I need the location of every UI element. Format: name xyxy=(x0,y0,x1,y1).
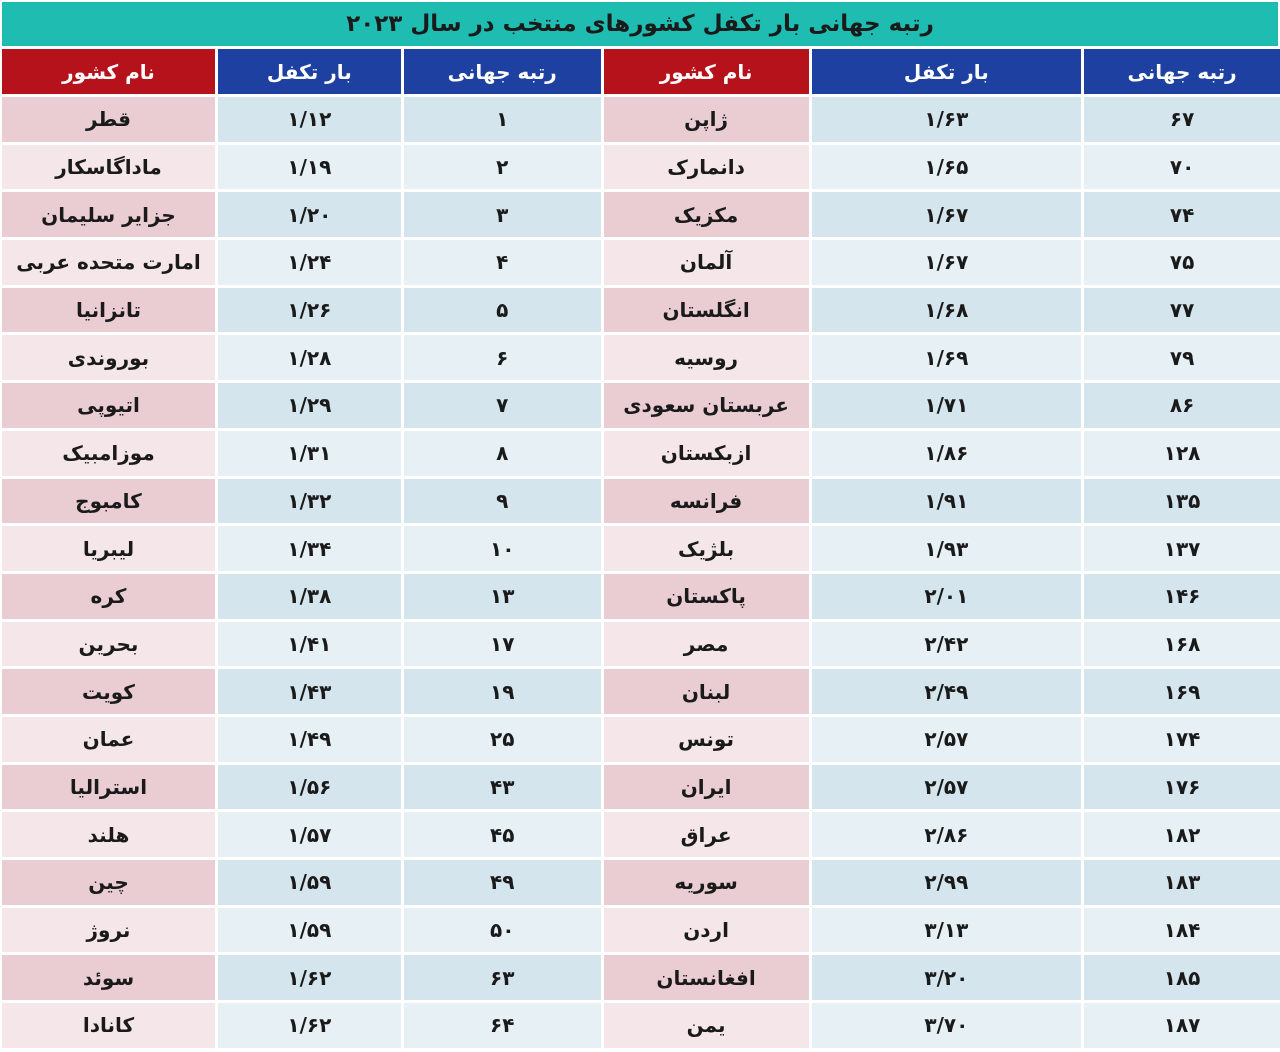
country-cell: استرالیا xyxy=(2,765,215,810)
country-cell: موزامبیک xyxy=(2,431,215,476)
burden-cell xyxy=(218,335,401,380)
country-cell: مصر xyxy=(604,622,809,667)
burden-cell-value: ۱/۹۳ xyxy=(924,536,969,561)
burden-cell-value: ۱/۷۱ xyxy=(924,393,969,418)
burden-cell xyxy=(812,812,1082,857)
rank-cell xyxy=(1084,765,1280,810)
burden-cell xyxy=(218,383,401,428)
country-cell: انگلستان xyxy=(604,288,809,333)
country-cell: پاکستان xyxy=(604,574,809,619)
burden-cell xyxy=(812,717,1082,762)
table-row xyxy=(2,765,1280,810)
country-cell: روسیه xyxy=(604,335,809,380)
burden-cell-value: ۱/۵۹ xyxy=(287,918,332,943)
burden-cell-value: ۱/۲۰ xyxy=(287,202,332,227)
burden-cell xyxy=(218,574,401,619)
burden-cell xyxy=(218,860,401,905)
burden-cell xyxy=(812,669,1082,714)
rank-cell-value: ۴۹ xyxy=(489,870,515,895)
burden-cell xyxy=(218,765,401,810)
burden-cell xyxy=(812,622,1082,667)
country-cell: آلمان xyxy=(604,240,809,285)
burden-cell xyxy=(812,1003,1082,1048)
rank-cell xyxy=(404,383,601,428)
rank-cell-value: ۱۸۷ xyxy=(1163,1013,1201,1038)
rank-cell xyxy=(1084,335,1280,380)
country-cell: افغانستان xyxy=(604,955,809,1000)
burden-cell xyxy=(812,192,1082,237)
table-row xyxy=(2,335,1280,380)
rank-cell-value: ۱۸۵ xyxy=(1163,965,1201,990)
table-row xyxy=(2,1003,1280,1048)
rank-cell xyxy=(404,622,601,667)
burden-cell-value: ۱/۶۸ xyxy=(924,298,969,323)
country-cell: اردن xyxy=(604,908,809,953)
country-cell: عراق xyxy=(604,812,809,857)
table-row xyxy=(2,383,1280,428)
rank-cell xyxy=(1084,192,1280,237)
burden-cell-value: ۳/۷۰ xyxy=(924,1013,969,1038)
burden-cell xyxy=(218,288,401,333)
country-cell: چین xyxy=(2,860,215,905)
burden-cell-value: ۱/۴۹ xyxy=(287,727,332,752)
burden-cell-value: ۲/۵۷ xyxy=(924,727,969,752)
rank-cell xyxy=(1084,1003,1280,1048)
country-cell: بحرین xyxy=(2,622,215,667)
ranking-table xyxy=(0,46,1280,1051)
burden-cell-value: ۱/۳۲ xyxy=(287,488,332,513)
country-cell: قطر xyxy=(2,97,215,142)
rank-cell-value: ۵۰ xyxy=(489,918,515,943)
table-row xyxy=(2,145,1280,190)
burden-cell-value: ۱/۲۸ xyxy=(287,345,332,370)
rank-cell xyxy=(1084,622,1280,667)
burden-cell-value: ۲/۴۹ xyxy=(924,679,969,704)
country-cell: بوروندی xyxy=(2,335,215,380)
rank-cell xyxy=(404,1003,601,1048)
rank-cell xyxy=(404,97,601,142)
rank-cell xyxy=(1084,574,1280,619)
table-row xyxy=(2,860,1280,905)
rank-cell-value: ۱۸۲ xyxy=(1163,822,1201,847)
country-cell: لبنان xyxy=(604,669,809,714)
rank-cell xyxy=(404,812,601,857)
country-cell: لیبریا xyxy=(2,526,215,571)
rank-cell-value: ۶۷ xyxy=(1169,107,1195,132)
rank-cell-value: ۵ xyxy=(496,298,509,323)
header-row xyxy=(2,49,1280,94)
rank-cell xyxy=(1084,145,1280,190)
country-cell: عمان xyxy=(2,717,215,762)
burden-cell xyxy=(812,908,1082,953)
burden-cell xyxy=(218,479,401,524)
header-burden-left: بار تکفل xyxy=(218,49,401,94)
rank-cell xyxy=(404,574,601,619)
rank-cell-value: ۷۴ xyxy=(1169,202,1195,227)
country-cell: تانزانیا xyxy=(2,288,215,333)
burden-cell-value: ۱/۶۲ xyxy=(287,965,332,990)
rank-cell xyxy=(1084,860,1280,905)
country-cell: کره xyxy=(2,574,215,619)
country-cell: امارت متحده عربی xyxy=(2,240,215,285)
rank-cell xyxy=(404,669,601,714)
country-cell: سوئد xyxy=(2,955,215,1000)
table-row xyxy=(2,431,1280,476)
burden-cell-value: ۱/۶۳ xyxy=(924,107,969,132)
rank-cell xyxy=(404,431,601,476)
rank-cell xyxy=(404,955,601,1000)
rank-cell-value: ۱۳۵ xyxy=(1163,488,1201,513)
burden-cell-value: ۱/۴۳ xyxy=(287,679,332,704)
burden-cell xyxy=(812,860,1082,905)
burden-cell-value: ۱/۶۷ xyxy=(924,250,969,275)
burden-cell xyxy=(218,240,401,285)
rank-cell xyxy=(404,765,601,810)
table-row xyxy=(2,812,1280,857)
table-row xyxy=(2,717,1280,762)
rank-cell xyxy=(1084,431,1280,476)
rank-cell xyxy=(1084,383,1280,428)
burden-cell xyxy=(812,574,1082,619)
rank-cell xyxy=(1084,908,1280,953)
rank-cell-value: ۱ xyxy=(496,107,509,132)
burden-cell xyxy=(812,145,1082,190)
table-row xyxy=(2,479,1280,524)
rank-cell xyxy=(404,192,601,237)
rank-cell-value: ۷۵ xyxy=(1169,250,1195,275)
burden-cell-value: ۱/۸۶ xyxy=(924,441,969,466)
rank-cell xyxy=(1084,526,1280,571)
rank-cell-value: ۱۷ xyxy=(489,631,515,656)
burden-cell-value: ۱/۵۶ xyxy=(287,774,332,799)
country-cell: ژاپن xyxy=(604,97,809,142)
rank-cell-value: ۴۵ xyxy=(489,822,515,847)
rank-cell xyxy=(404,240,601,285)
burden-cell-value: ۱/۵۷ xyxy=(287,822,332,847)
country-cell: مکزیک xyxy=(604,192,809,237)
rank-cell xyxy=(1084,955,1280,1000)
rank-cell xyxy=(404,860,601,905)
country-cell: هلند xyxy=(2,812,215,857)
table-row xyxy=(2,574,1280,619)
rank-cell xyxy=(404,717,601,762)
rank-cell-value: ۱۸۳ xyxy=(1163,870,1201,895)
rank-cell-value: ۱۰ xyxy=(489,536,515,561)
header-rank-right: رتبه جهانی xyxy=(1084,49,1280,94)
burden-cell xyxy=(218,192,401,237)
rank-cell-value: ۱۲۸ xyxy=(1163,441,1201,466)
rank-cell-value: ۱۳ xyxy=(489,584,515,609)
rank-cell-value: ۳ xyxy=(496,202,509,227)
header-burden-right: بار تکفل xyxy=(812,49,1082,94)
burden-cell-value: ۱/۶۹ xyxy=(924,345,969,370)
rank-cell-value: ۴ xyxy=(496,250,509,275)
country-cell: نروژ xyxy=(2,908,215,953)
header-country-right: نام کشور xyxy=(604,49,809,94)
burden-cell xyxy=(218,812,401,857)
rank-cell-value: ۱۷۶ xyxy=(1163,774,1201,799)
burden-cell xyxy=(812,765,1082,810)
burden-cell xyxy=(812,335,1082,380)
rank-cell-value: ۲ xyxy=(496,155,509,180)
country-cell: ماداگاسکار xyxy=(2,145,215,190)
rank-cell-value: ۶۴ xyxy=(489,1013,515,1038)
rank-cell-value: ۱۸۴ xyxy=(1163,918,1201,943)
table-row xyxy=(2,97,1280,142)
rank-cell-value: ۶۳ xyxy=(489,965,515,990)
table-row xyxy=(2,622,1280,667)
rank-cell xyxy=(404,288,601,333)
burden-cell xyxy=(218,669,401,714)
burden-cell-value: ۱/۵۹ xyxy=(287,870,332,895)
burden-cell-value: ۱/۶۵ xyxy=(924,155,969,180)
rank-cell-value: ۱۶۹ xyxy=(1163,679,1201,704)
header-country-left: نام کشور xyxy=(2,49,215,94)
rank-cell xyxy=(1084,479,1280,524)
burden-cell xyxy=(812,431,1082,476)
burden-cell xyxy=(812,479,1082,524)
burden-cell-value: ۲/۵۷ xyxy=(924,774,969,799)
burden-cell-value: ۱/۱۲ xyxy=(287,107,332,132)
rank-cell-value: ۱۹ xyxy=(489,679,515,704)
rank-cell-value: ۹ xyxy=(496,488,509,513)
table-row xyxy=(2,240,1280,285)
country-cell: عربستان سعودی xyxy=(604,383,809,428)
burden-cell-value: ۱/۳۸ xyxy=(287,584,332,609)
burden-cell-value: ۱/۹۱ xyxy=(924,488,969,513)
burden-cell xyxy=(218,908,401,953)
burden-cell xyxy=(218,431,401,476)
burden-cell-value: ۱/۳۱ xyxy=(287,441,332,466)
country-cell: فرانسه xyxy=(604,479,809,524)
burden-cell xyxy=(218,1003,401,1048)
country-cell: تونس xyxy=(604,717,809,762)
table-row xyxy=(2,288,1280,333)
burden-cell-value: ۲/۰۱ xyxy=(924,584,969,609)
rank-cell xyxy=(1084,97,1280,142)
burden-cell-value: ۲/۹۹ xyxy=(924,870,969,895)
burden-cell-value: ۱/۲۶ xyxy=(287,298,332,323)
rank-cell-value: ۲۵ xyxy=(489,727,515,752)
rank-cell xyxy=(1084,288,1280,333)
country-cell: ازبکستان xyxy=(604,431,809,476)
country-cell: ایران xyxy=(604,765,809,810)
burden-cell xyxy=(812,526,1082,571)
rank-cell xyxy=(1084,240,1280,285)
country-cell: کویت xyxy=(2,669,215,714)
table-row xyxy=(2,192,1280,237)
country-cell: کانادا xyxy=(2,1003,215,1048)
rank-cell-value: ۴۳ xyxy=(489,774,515,799)
rank-cell xyxy=(404,479,601,524)
country-cell: دانمارک xyxy=(604,145,809,190)
burden-cell-value: ۱/۲۹ xyxy=(287,393,332,418)
burden-cell-value: ۱/۶۷ xyxy=(924,202,969,227)
rank-cell-value: ۷۹ xyxy=(1169,345,1195,370)
burden-cell xyxy=(812,240,1082,285)
table-row xyxy=(2,955,1280,1000)
country-cell: کامبوج xyxy=(2,479,215,524)
burden-cell xyxy=(812,955,1082,1000)
rank-cell-value: ۷ xyxy=(496,393,509,418)
burden-cell xyxy=(218,622,401,667)
rank-cell-value: ۸ xyxy=(496,441,509,466)
burden-cell xyxy=(218,526,401,571)
header-rank-left: رتبه جهانی xyxy=(404,49,601,94)
table-row xyxy=(2,669,1280,714)
rank-cell xyxy=(404,335,601,380)
burden-cell xyxy=(812,383,1082,428)
page-title: رتبه جهانی بار تکفل کشورهای منتخب در سال ۲۰۲۳ xyxy=(2,2,1278,46)
rank-cell-value: ۱۷۴ xyxy=(1163,727,1201,752)
burden-cell-value: ۲/۴۲ xyxy=(924,631,969,656)
rank-cell xyxy=(1084,669,1280,714)
country-cell: بلژیک xyxy=(604,526,809,571)
rank-cell xyxy=(1084,717,1280,762)
country-cell: جزایر سلیمان xyxy=(2,192,215,237)
rank-cell-value: ۸۶ xyxy=(1169,393,1195,418)
rank-cell xyxy=(404,526,601,571)
burden-cell xyxy=(218,955,401,1000)
burden-cell xyxy=(218,97,401,142)
country-cell: اتیوپی xyxy=(2,383,215,428)
country-cell: یمن xyxy=(604,1003,809,1048)
rank-cell-value: ۶ xyxy=(496,345,509,370)
rank-cell xyxy=(404,145,601,190)
burden-cell xyxy=(218,717,401,762)
burden-cell xyxy=(218,145,401,190)
burden-cell xyxy=(812,288,1082,333)
burden-cell-value: ۱/۳۴ xyxy=(287,536,332,561)
burden-cell-value: ۱/۶۲ xyxy=(287,1013,332,1038)
burden-cell-value: ۱/۲۴ xyxy=(287,250,332,275)
rank-cell xyxy=(404,908,601,953)
rank-cell-value: ۷۰ xyxy=(1169,155,1195,180)
table-row xyxy=(2,908,1280,953)
rank-cell xyxy=(1084,812,1280,857)
rank-cell-value: ۱۳۷ xyxy=(1163,536,1201,561)
rank-cell-value: ۷۷ xyxy=(1169,298,1195,323)
rank-cell-value: ۱۴۶ xyxy=(1163,584,1201,609)
rank-cell-value: ۱۶۸ xyxy=(1163,631,1201,656)
table-row xyxy=(2,526,1280,571)
burden-cell xyxy=(812,97,1082,142)
country-cell: سوریه xyxy=(604,860,809,905)
burden-cell-value: ۲/۸۶ xyxy=(924,822,969,847)
burden-cell-value: ۱/۱۹ xyxy=(287,155,332,180)
burden-cell-value: ۳/۲۰ xyxy=(924,965,969,990)
burden-cell-value: ۱/۴۱ xyxy=(287,631,332,656)
burden-cell-value: ۳/۱۳ xyxy=(924,918,969,943)
